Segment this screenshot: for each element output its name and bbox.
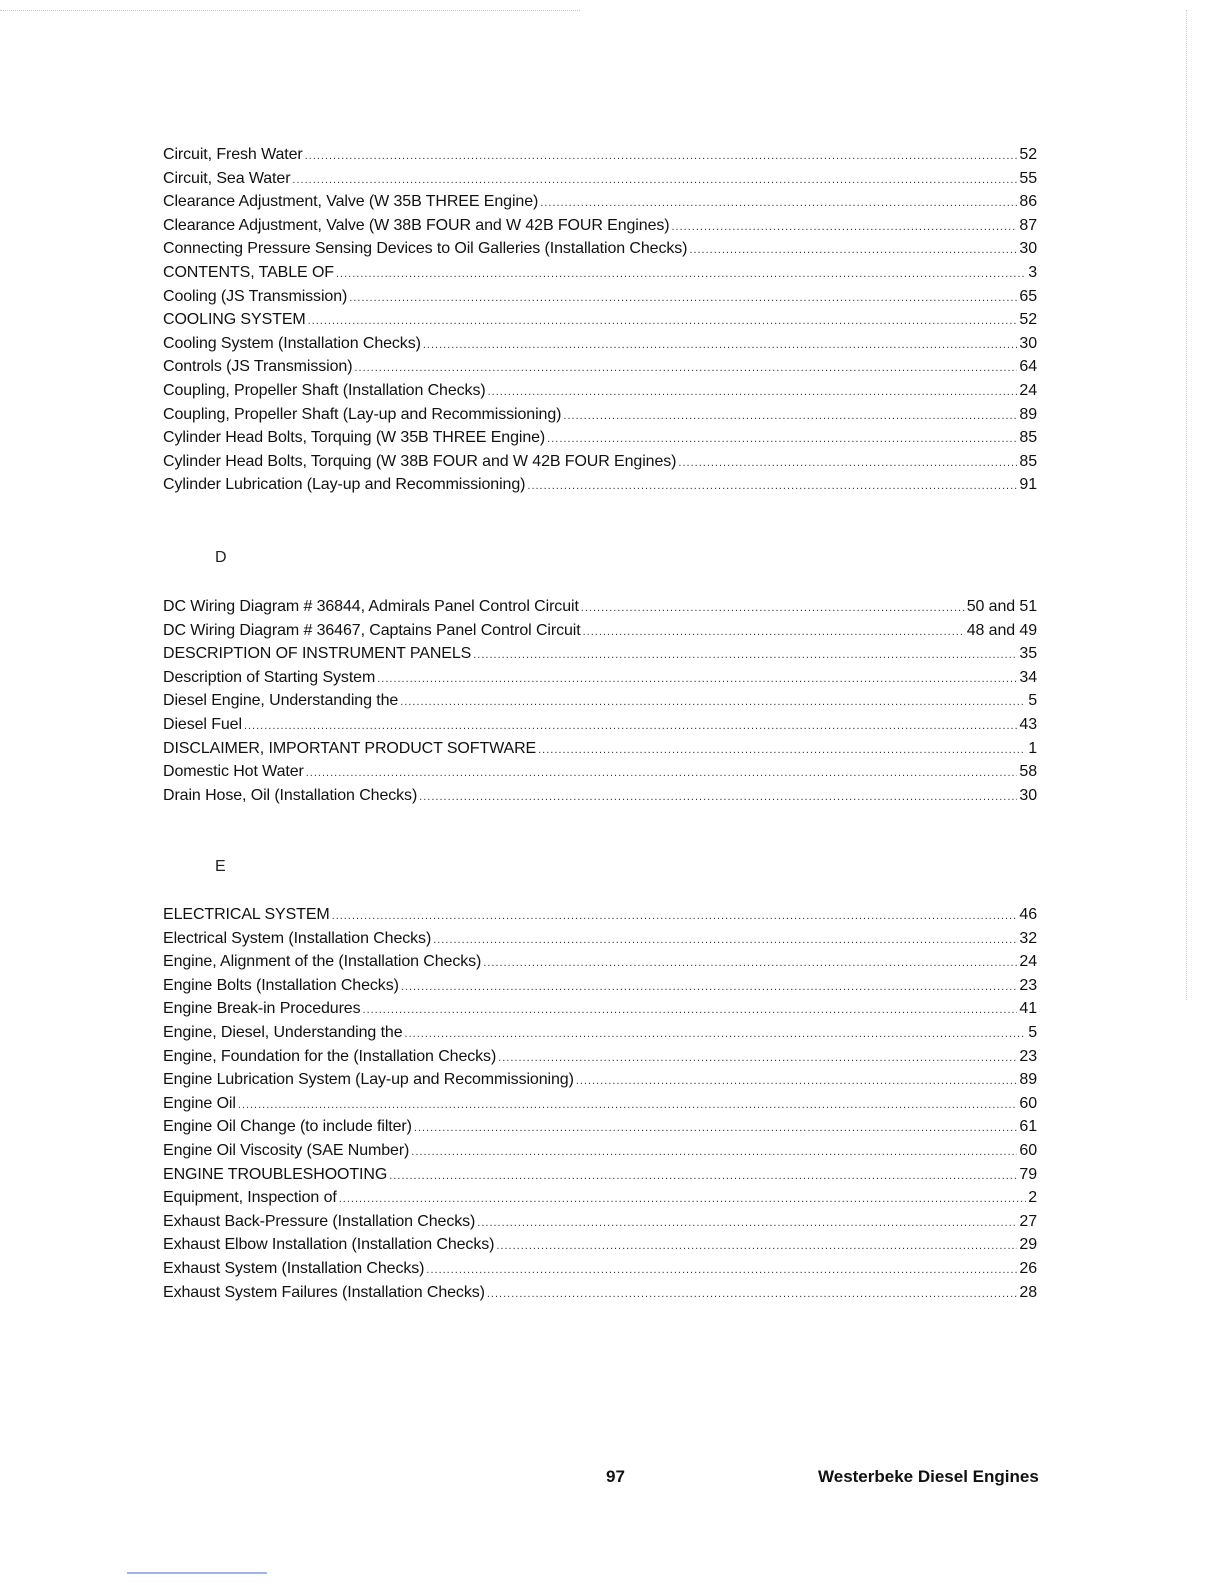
index-entry-page: 24 bbox=[1019, 953, 1037, 971]
dot-leader bbox=[496, 1233, 1017, 1259]
index-entry-page: 60 bbox=[1019, 1094, 1037, 1112]
dot-leader bbox=[411, 1139, 1017, 1165]
index-entry-page: 91 bbox=[1019, 476, 1037, 494]
index-entry bbox=[163, 1233, 1037, 1257]
index-entry-page: 35 bbox=[1019, 645, 1037, 663]
index-entry bbox=[163, 214, 1037, 238]
index-entry-label: DC Wiring Diagram # 36467, Captains Panel Control Circuit bbox=[163, 621, 581, 639]
dot-leader bbox=[423, 332, 1018, 358]
index-entry-page: 34 bbox=[1019, 668, 1037, 686]
index-entry-page: 27 bbox=[1019, 1212, 1037, 1230]
index-entry bbox=[163, 237, 1037, 261]
index-entry bbox=[163, 1115, 1037, 1139]
index-entry bbox=[163, 595, 1037, 619]
index-entry bbox=[163, 308, 1037, 332]
dot-leader bbox=[527, 473, 1017, 499]
index-entry bbox=[163, 426, 1037, 450]
dot-leader bbox=[419, 784, 1017, 810]
index-entry-page: 52 bbox=[1019, 146, 1037, 163]
index-entry bbox=[163, 379, 1037, 403]
index-entry-label: Clearance Adjustment, Valve (W 38B FOUR and W 42B FOUR Engines) bbox=[163, 216, 670, 234]
index-entry-page: 30 bbox=[1019, 786, 1037, 804]
dot-leader bbox=[354, 355, 1017, 381]
index-entry bbox=[163, 332, 1037, 356]
index-entry-page: 26 bbox=[1019, 1259, 1037, 1277]
index-entry-page: 58 bbox=[1019, 763, 1037, 781]
index-entry-label: COOLING SYSTEM bbox=[163, 311, 306, 329]
dot-leader bbox=[336, 261, 1026, 287]
index-entry-label: Diesel Fuel bbox=[163, 715, 242, 733]
dot-leader bbox=[581, 595, 965, 621]
index-entry-page: 1 bbox=[1028, 739, 1037, 757]
index-entry bbox=[163, 997, 1037, 1021]
dot-leader bbox=[488, 379, 1018, 405]
index-entry-label: ENGINE TROUBLESHOOTING bbox=[163, 1165, 388, 1183]
index-entry-page: 29 bbox=[1019, 1236, 1037, 1254]
index-entry-label: Clearance Adjustment, Valve (W 35B THREE Engine) bbox=[163, 193, 539, 211]
index-entry-page: 48 and 49 bbox=[966, 621, 1037, 639]
index-entry-label: Diesel Engine, Understanding the bbox=[163, 692, 399, 710]
index-section-e bbox=[163, 903, 1037, 1304]
index-entry bbox=[163, 261, 1037, 285]
index-entry-page: 28 bbox=[1019, 1283, 1037, 1301]
index-entry-label: Controls (JS Transmission) bbox=[163, 358, 353, 376]
index-entry-label: Engine, Foundation for the (Installation Checks) bbox=[163, 1047, 497, 1065]
index-entry-label: Cooling System (Installation Checks) bbox=[163, 334, 421, 352]
index-entry-label: ELECTRICAL SYSTEM bbox=[163, 906, 330, 923]
index-entry-page: 41 bbox=[1019, 1000, 1037, 1018]
dot-leader bbox=[547, 426, 1017, 452]
index-entry-page: 61 bbox=[1019, 1118, 1037, 1136]
dot-leader bbox=[678, 450, 1017, 476]
scan-artifact-right bbox=[1186, 10, 1187, 1000]
index-entry-page: 30 bbox=[1019, 240, 1037, 258]
dot-leader bbox=[332, 903, 1018, 929]
index-entry-page: 23 bbox=[1019, 1047, 1037, 1065]
index-entry-label: Exhaust Elbow Installation (Installation Checks) bbox=[163, 1236, 495, 1254]
index-entry bbox=[163, 1257, 1037, 1281]
index-entry-label: Cylinder Head Bolts, Torquing (W 35B THREE Engine) bbox=[163, 429, 546, 447]
index-entry-label: Description of Starting System bbox=[163, 668, 376, 686]
index-entry-label: Equipment, Inspection of bbox=[163, 1189, 337, 1207]
index-entry-page: 64 bbox=[1019, 358, 1037, 376]
index-entry-label: Engine Break-in Procedures bbox=[163, 1000, 361, 1018]
dot-leader bbox=[389, 1163, 1017, 1189]
index-entry-label: Engine, Alignment of the (Installation Checks) bbox=[163, 953, 482, 971]
dot-leader bbox=[540, 190, 1017, 216]
index-entry bbox=[163, 950, 1037, 974]
dot-leader bbox=[583, 619, 965, 645]
dot-leader bbox=[483, 950, 1017, 976]
index-entry bbox=[163, 1163, 1037, 1187]
index-entry-page: 89 bbox=[1019, 1071, 1037, 1089]
footer-page-number: 97 bbox=[606, 1467, 625, 1486]
index-entry bbox=[163, 903, 1037, 927]
index-section-d bbox=[163, 595, 1037, 807]
index-entry bbox=[163, 784, 1037, 808]
index-entry bbox=[163, 450, 1037, 474]
index-entry-page: 50 and 51 bbox=[966, 598, 1037, 615]
index-entry bbox=[163, 473, 1037, 497]
index-entry bbox=[163, 619, 1037, 643]
dot-leader bbox=[400, 689, 1026, 715]
index-entry-page: 86 bbox=[1019, 193, 1037, 211]
index-entry-page: 85 bbox=[1019, 452, 1037, 470]
index-entry bbox=[163, 1068, 1037, 1092]
index-entry-label: Engine Lubrication System (Lay-up and Recommissioning) bbox=[163, 1071, 574, 1089]
index-entry bbox=[163, 642, 1037, 666]
index-entry bbox=[163, 689, 1037, 713]
index-entry-page: 30 bbox=[1019, 334, 1037, 352]
index-entry-page: 79 bbox=[1019, 1165, 1037, 1183]
index-entry bbox=[163, 666, 1037, 690]
index-entry bbox=[163, 927, 1037, 951]
index-entry-label: CONTENTS, TABLE OF bbox=[163, 263, 334, 281]
index-entry-label: Exhaust Back-Pressure (Installation Checks) bbox=[163, 1212, 476, 1230]
index-entry-label: Circuit, Sea Water bbox=[163, 169, 291, 187]
index-entry bbox=[163, 760, 1037, 784]
dot-leader bbox=[401, 974, 1018, 1000]
index-entry-page: 52 bbox=[1019, 311, 1037, 329]
index-entry-label: Engine Oil Viscosity (SAE Number) bbox=[163, 1141, 410, 1159]
index-entry-label: Electrical System (Installation Checks) bbox=[163, 929, 432, 947]
scan-artifact-top bbox=[0, 10, 580, 11]
index-entry-page: 65 bbox=[1019, 287, 1037, 305]
dot-leader bbox=[689, 237, 1017, 263]
index-entry-page: 85 bbox=[1019, 429, 1037, 447]
dot-leader bbox=[244, 713, 1017, 739]
dot-leader bbox=[563, 403, 1017, 429]
dot-leader bbox=[308, 308, 1018, 334]
dot-leader bbox=[363, 997, 1018, 1023]
footer-brand: Westerbeke Diesel Engines bbox=[818, 1467, 1039, 1486]
dot-leader bbox=[305, 143, 1018, 169]
index-entry-page: 46 bbox=[1019, 906, 1037, 923]
index-entry-page: 24 bbox=[1019, 381, 1037, 399]
index-entry bbox=[163, 974, 1037, 998]
index-entry bbox=[163, 1045, 1037, 1069]
index-entry-page: 89 bbox=[1019, 405, 1037, 423]
index-entry-label: Coupling, Propeller Shaft (Installation Checks) bbox=[163, 381, 486, 399]
index-entry-page: 23 bbox=[1019, 976, 1037, 994]
index-entry bbox=[163, 1139, 1037, 1163]
index-entry bbox=[163, 1186, 1037, 1210]
index-entry-label: Engine, Diesel, Understanding the bbox=[163, 1023, 403, 1041]
index-entry-label: Cylinder Head Bolts, Torquing (W 38B FOUR and W 42B FOUR Engines) bbox=[163, 452, 677, 470]
dot-leader bbox=[377, 666, 1017, 692]
dot-leader bbox=[498, 1045, 1017, 1071]
index-entry-label: Coupling, Propeller Shaft (Lay-up and Recommissioning) bbox=[163, 405, 562, 423]
index-entry-label: Circuit, Fresh Water bbox=[163, 146, 303, 163]
index-entry-page: 3 bbox=[1028, 263, 1037, 281]
scan-artifact-bottom bbox=[127, 1572, 267, 1574]
dot-leader bbox=[477, 1210, 1017, 1236]
index-entry-label: Drain Hose, Oil (Installation Checks) bbox=[163, 786, 418, 804]
index-entry-label: Cooling (JS Transmission) bbox=[163, 287, 348, 305]
index-entry bbox=[163, 403, 1037, 427]
index-entry-label: Engine Bolts (Installation Checks) bbox=[163, 976, 399, 994]
index-entry-label: DISCLAIMER, IMPORTANT PRODUCT SOFTWARE bbox=[163, 739, 537, 757]
index-entry-label: Exhaust System (Installation Checks) bbox=[163, 1259, 425, 1277]
dot-leader bbox=[433, 927, 1017, 953]
dot-leader bbox=[473, 642, 1017, 668]
index-entry bbox=[163, 1021, 1037, 1045]
index-entry bbox=[163, 737, 1037, 761]
index-letter-d: D bbox=[215, 549, 227, 566]
index-letter-e: E bbox=[215, 858, 226, 875]
dot-leader bbox=[339, 1186, 1026, 1212]
index-entry-label: Cylinder Lubrication (Lay-up and Recommissioning) bbox=[163, 476, 526, 494]
index-entry-label: Engine Oil bbox=[163, 1094, 236, 1112]
index-entry-label: DC Wiring Diagram # 36844, Admirals Panel Control Circuit bbox=[163, 598, 579, 615]
dot-leader bbox=[426, 1257, 1017, 1283]
index-entry-page: 43 bbox=[1019, 715, 1037, 733]
index-entry-page: 5 bbox=[1028, 692, 1037, 710]
index-entry-page: 2 bbox=[1028, 1189, 1037, 1207]
index-entry-label: Exhaust System Failures (Installation Checks) bbox=[163, 1283, 485, 1301]
dot-leader bbox=[414, 1115, 1018, 1141]
index-section-c bbox=[163, 143, 1037, 497]
index-entry bbox=[163, 143, 1037, 167]
index-entry bbox=[163, 1092, 1037, 1116]
index-entry-page: 87 bbox=[1019, 216, 1037, 234]
index-entry-page: 55 bbox=[1019, 169, 1037, 187]
index-entry-page: 60 bbox=[1019, 1141, 1037, 1159]
dot-leader bbox=[349, 285, 1017, 311]
index-entry bbox=[163, 285, 1037, 309]
dot-leader bbox=[672, 214, 1018, 240]
index-entry bbox=[163, 1281, 1037, 1305]
index-entry bbox=[163, 1210, 1037, 1234]
dot-leader bbox=[292, 167, 1017, 193]
index-entry-label: Domestic Hot Water bbox=[163, 763, 304, 781]
index-entry bbox=[163, 355, 1037, 379]
dot-leader bbox=[238, 1092, 1018, 1118]
dot-leader bbox=[306, 760, 1018, 786]
dot-leader bbox=[538, 737, 1026, 763]
index-entry-label: Engine Oil Change (to include filter) bbox=[163, 1118, 412, 1136]
dot-leader bbox=[405, 1021, 1027, 1047]
index-entry bbox=[163, 167, 1037, 191]
index-entry-label: DESCRIPTION OF INSTRUMENT PANELS bbox=[163, 645, 472, 663]
index-entry-page: 32 bbox=[1019, 929, 1037, 947]
index-entry-page: 5 bbox=[1028, 1023, 1037, 1041]
index-entry-label: Connecting Pressure Sensing Devices to Oil Galleries (Installation Checks) bbox=[163, 240, 688, 258]
index-entry bbox=[163, 190, 1037, 214]
index-entry bbox=[163, 713, 1037, 737]
dot-leader bbox=[576, 1068, 1018, 1094]
dot-leader bbox=[487, 1281, 1018, 1307]
